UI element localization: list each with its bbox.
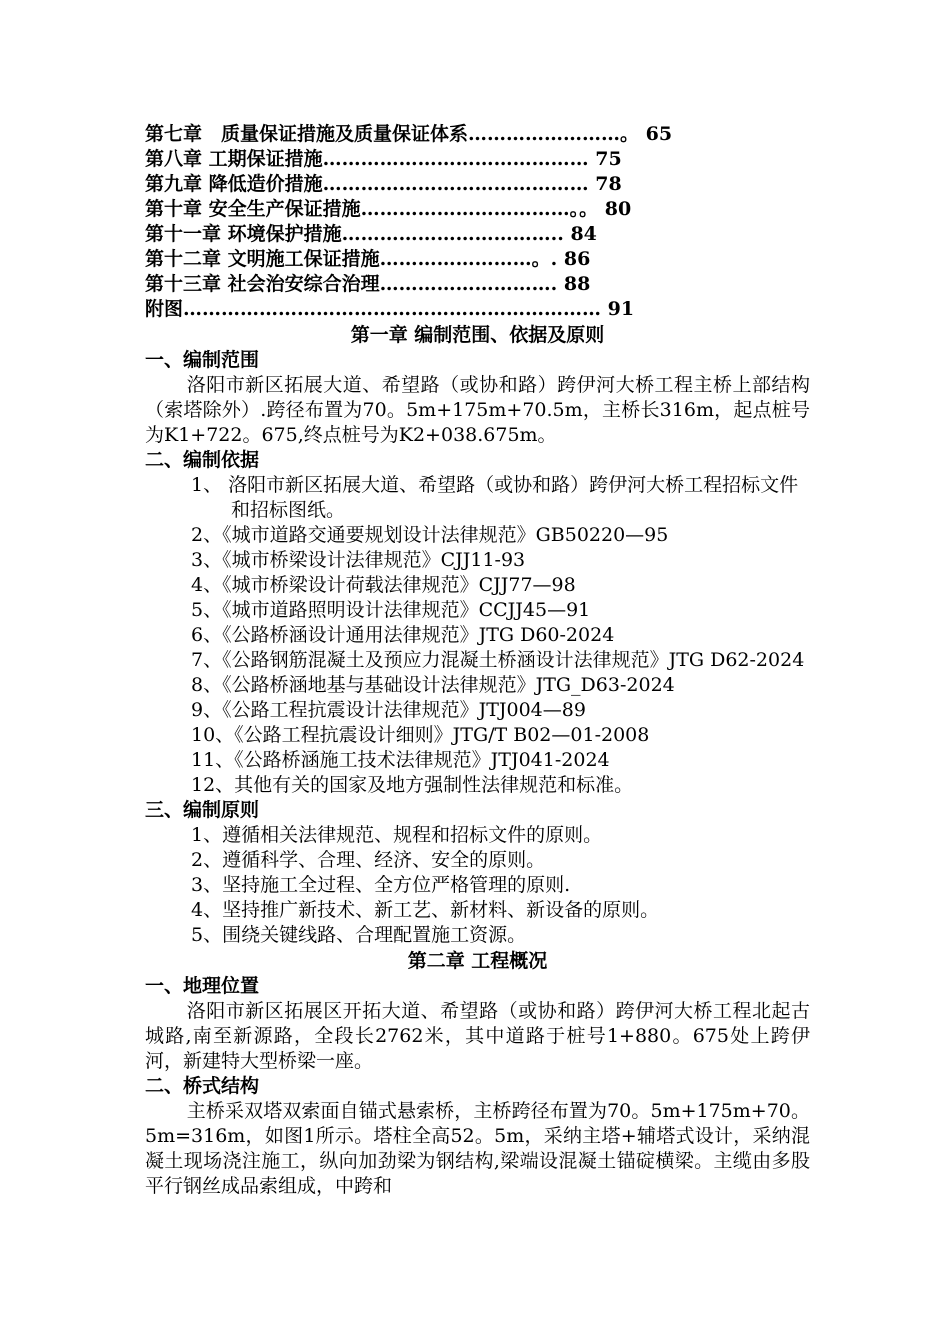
toc-entry[interactable]: 第十章 安全生产保证措施……………………………。。 80 (145, 198, 632, 220)
list-item: 4、坚持推广新技术、新工艺、新材料、新设备的原则。 (191, 899, 660, 921)
section-heading: 二、桥式结构 (145, 1075, 260, 1097)
list-item: 4、《城市桥梁设计荷载法律规范》CJJ77—98 (191, 574, 576, 596)
list-item: 9、《公路工程抗震设计法律规范》JTJ004—89 (191, 699, 586, 721)
list-item: 5、《城市道路照明设计法律规范》CCJJ45—91 (191, 599, 591, 621)
list-item: 11、《公路桥涵施工技术法律规范》JTJ041-2024 (191, 749, 610, 771)
toc-entry[interactable]: 第十三章 社会治安综合治理………………………. 88 (145, 273, 591, 295)
body-paragraph: 洛阳市新区拓展大道、希望路（或协和路）跨伊河大桥工程主桥上部结构（索塔除外）.跨径布置为70。5m+175m+70.5m，主桥长316m，起点桩号为K1+722。675,终点桩号为K2+038.675m。 (145, 374, 810, 446)
body-paragraph: 主桥采双塔双索面自锚式悬索桥，主桥跨径布置为70。5m+175m+70。5m=316m，如图1所示。塔柱全高52。5m，采纳主塔+辅塔式设计，采纳混凝土现场浇注施工，纵向加劲梁为钢结构,梁端设混凝土锚碇横梁。主缆由多股平行钢丝成品索组成，中跨和 (145, 1100, 810, 1197)
toc-entry[interactable]: 附图………………………………………………………… 91 (145, 298, 635, 320)
toc-entry[interactable]: 第七章 质量保证措施及质量保证体系……………………。 65 (145, 123, 673, 145)
toc-entry[interactable]: 第八章 工期保证措施…………………………………… 75 (145, 148, 622, 170)
document-page (145, 122, 810, 1199)
toc-entry[interactable]: 第十一章 环境保护措施…………………………….. 84 (145, 223, 597, 245)
section-heading: 二、编制依据 (145, 449, 260, 471)
section-heading: 一、编制范围 (145, 349, 260, 371)
list-item: 6、《公路桥涵设计通用法律规范》JTG D60-2024 (191, 624, 615, 646)
chapter-title: 第二章 工程概况 (407, 950, 548, 972)
section-heading: 一、地理位置 (145, 975, 260, 997)
list-item: 10、《公路工程抗震设计细则》JTG/T B02—01-2008 (191, 724, 650, 746)
section-heading: 三、编制原则 (145, 799, 260, 821)
list-item: 5、围绕关键线路、合理配置施工资源。 (191, 924, 527, 946)
list-item: 1、 洛阳市新区拓展大道、希望路（或协和路）跨伊河大桥工程招标文件和招标图纸。 (191, 474, 799, 521)
list-item: 8、《公路桥涵地基与基础设计法律规范》JTG_D63-2024 (191, 674, 675, 696)
toc-entry[interactable]: 第九章 降低造价措施…………………………………… 78 (145, 173, 622, 195)
body-paragraph: 洛阳市新区拓展区开拓大道、希望路（或协和路）跨伊河大桥工程北起古城路,南至新源路，全段长2762米，其中道路于桩号1+880。675处上跨伊河，新建特大型桥梁一座。 (145, 1000, 810, 1072)
list-item: 2、遵循科学、合理、经济、安全的原则。 (191, 849, 546, 871)
list-item: 1、遵循相关法律规范、规程和招标文件的原则。 (191, 824, 603, 846)
list-item: 12、其他有关的国家及地方强制性法律规范和标准。 (191, 774, 634, 796)
toc-entry[interactable]: 第十二章 文明施工保证措施……………………。. 86 (145, 248, 591, 270)
list-item: 3、《城市桥梁设计法律规范》CJJ11-93 (191, 549, 526, 571)
list-item: 3、坚持施工全过程、全方位严格管理的原则. (191, 874, 571, 896)
chapter-title: 第一章 编制范围、依据及原则 (350, 324, 605, 346)
list-item: 7、《公路钢筋混凝土及预应力混凝土桥涵设计法律规范》JTG D62-2024 (191, 649, 805, 671)
table-of-contents (145, 122, 810, 322)
list-item: 2、《城市道路交通要规划设计法律规范》GB50220—95 (191, 524, 669, 546)
